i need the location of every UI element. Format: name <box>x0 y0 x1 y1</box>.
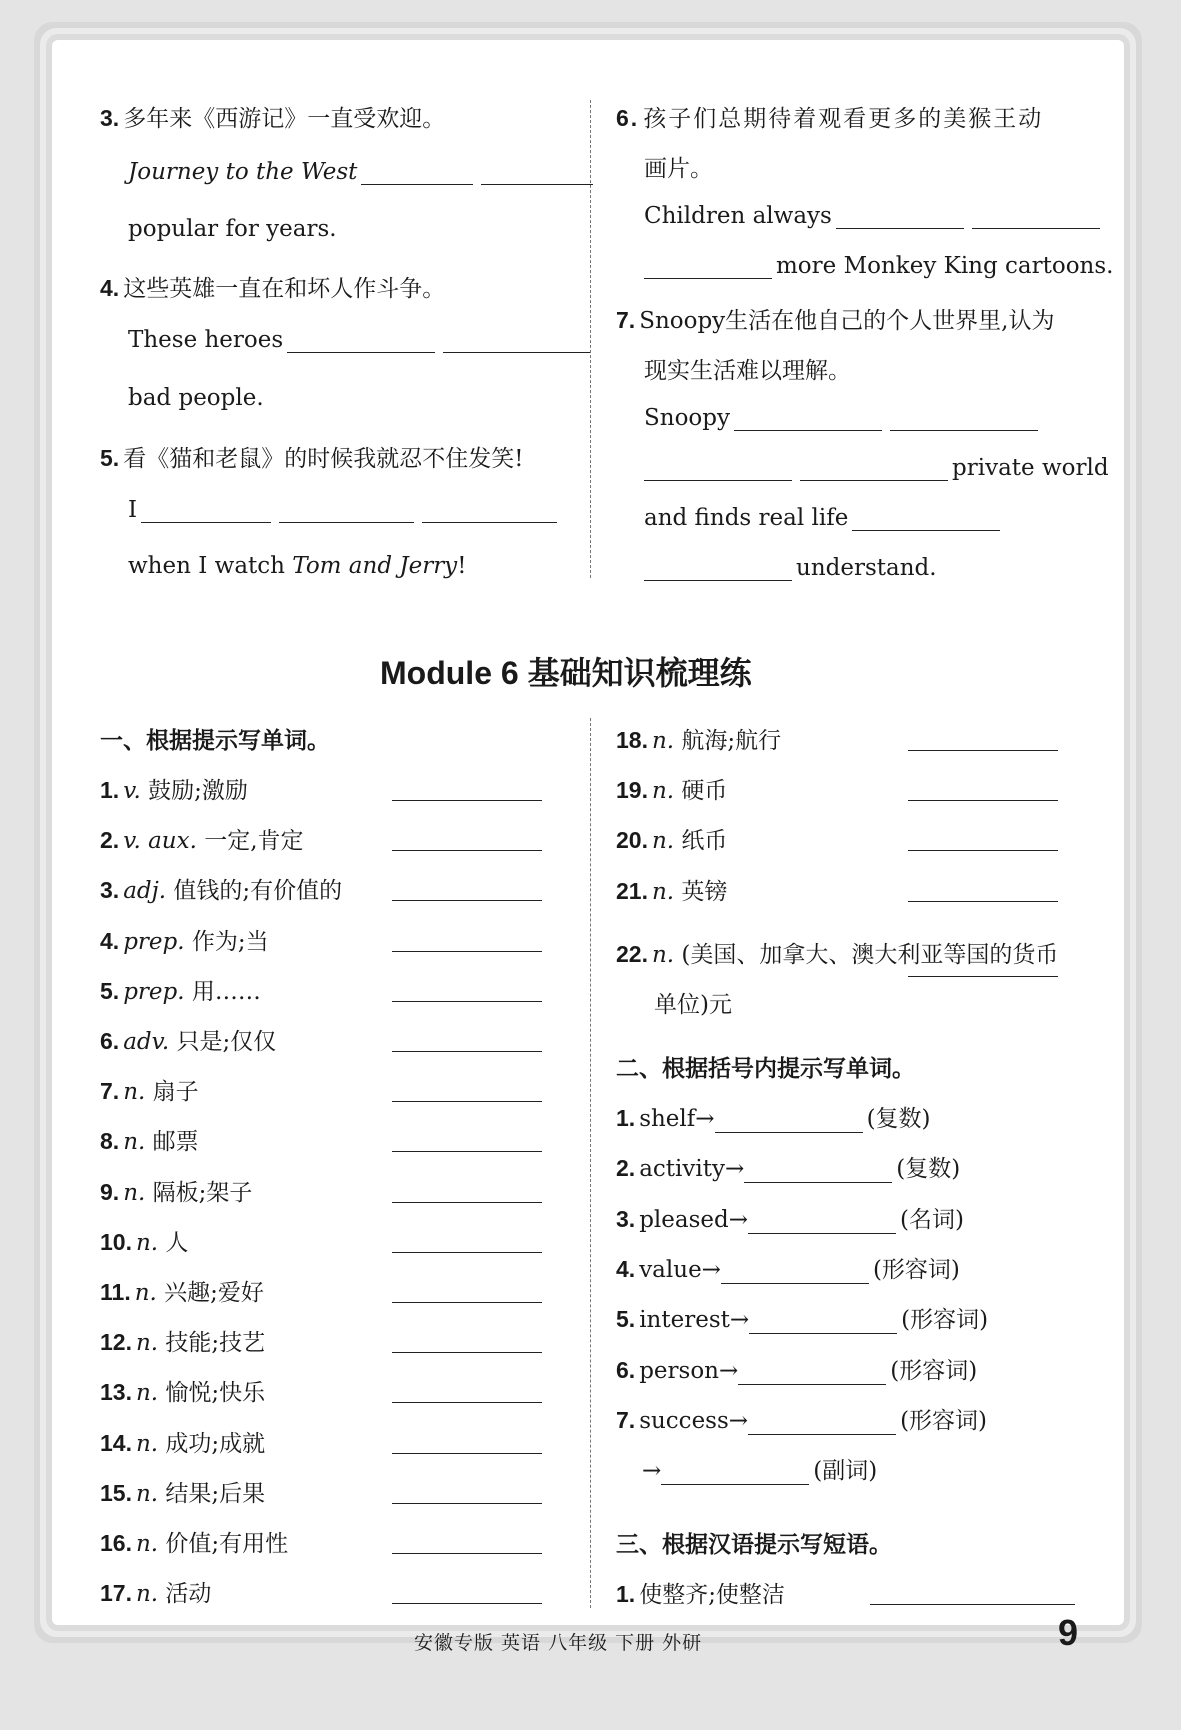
answer-blank[interactable] <box>392 850 542 851</box>
answer-blank[interactable] <box>800 454 948 481</box>
vocab-item-8: 8. n. 邮票 <box>100 1128 199 1156</box>
vocab-item-17: 17. n. 活动 <box>100 1580 212 1608</box>
answer-blank[interactable] <box>392 1151 542 1152</box>
answer-blank[interactable] <box>715 1106 863 1133</box>
vocab-item-16: 16. n. 价值;有用性 <box>100 1530 289 1557</box>
answer-blank[interactable] <box>852 504 1000 531</box>
section2-item-2: 2. activity→ (复数) <box>616 1155 961 1183</box>
vocab-item-14: 14. n. 成功;成就 <box>100 1429 266 1457</box>
q6-chinese-2: 画片。 <box>644 156 713 182</box>
q7-english: Snoopy <box>644 404 1042 431</box>
answer-blank[interactable] <box>392 1001 542 1002</box>
phrase-item-1: 1. 使整齐;使整洁 <box>616 1581 785 1608</box>
module-title: Module 6 基础知识梳理练 <box>380 655 752 691</box>
vocab-item-11: 11. n. 兴趣;爱好 <box>100 1279 264 1306</box>
answer-blank[interactable] <box>392 1302 542 1303</box>
vocab-item-2: 2. v. aux. 一定,肯定 <box>100 827 304 855</box>
vocab-item-18: 18. n. 航海;航行 <box>616 727 782 754</box>
vocab-item-13: 13. n. 愉悦;快乐 <box>100 1379 266 1407</box>
answer-blank[interactable] <box>392 1101 542 1102</box>
answer-blank[interactable] <box>748 1207 896 1234</box>
q3-english-tail: popular for years. <box>128 216 337 242</box>
section2-item-4: 4. value→ (形容词) <box>616 1255 960 1283</box>
section2-item-6: 6. person→ (形容词) <box>616 1356 978 1384</box>
answer-blank[interactable] <box>644 554 792 581</box>
vocab-item-5: 5. prep. 用…… <box>100 977 261 1005</box>
answer-blank[interactable] <box>392 1252 542 1253</box>
answer-blank[interactable] <box>644 454 792 481</box>
answer-blank[interactable] <box>392 1051 542 1052</box>
answer-blank[interactable] <box>908 850 1058 851</box>
q4-english-tail: bad people. <box>128 385 264 411</box>
answer-blank[interactable] <box>392 1503 542 1504</box>
answer-blank[interactable] <box>392 951 542 952</box>
vocab-item-19: 19. n. 硬币 <box>616 777 728 805</box>
vocab-item-21: 21. n. 英镑 <box>616 877 728 905</box>
answer-blank[interactable] <box>836 202 964 229</box>
answer-blank[interactable] <box>422 496 557 523</box>
answer-blank[interactable] <box>392 1553 542 1554</box>
answer-blank[interactable] <box>392 1603 542 1604</box>
answer-blank[interactable] <box>287 326 435 353</box>
q5-english: I <box>128 496 561 523</box>
answer-blank[interactable] <box>890 404 1038 431</box>
answer-blank[interactable] <box>738 1358 886 1385</box>
answer-blank[interactable] <box>748 1408 896 1435</box>
answer-blank[interactable] <box>361 158 473 185</box>
answer-blank[interactable] <box>392 1352 542 1353</box>
section2-heading: 二、根据括号内提示写单词。 <box>616 1055 915 1081</box>
q7-chinese: 7. Snoopy生活在他自己的个人世界里,认为 <box>616 307 1055 334</box>
footer-text: 安徽专版 英语 八年级 下册 外研 <box>414 1632 703 1654</box>
q5-chinese: 5. 看《猫和老鼠》的时候我就忍不住发笑! <box>100 445 524 472</box>
vocab-item-22-cont: 单位)元 <box>654 992 732 1018</box>
answer-blank[interactable] <box>279 496 414 523</box>
answer-blank[interactable] <box>734 404 882 431</box>
answer-blank[interactable] <box>721 1257 869 1284</box>
vocab-item-20: 20. n. 纸币 <box>616 827 728 855</box>
section1-heading: 一、根据提示写单词。 <box>100 727 330 753</box>
q7-english-mid2: and finds real life <box>644 504 1004 531</box>
q4-english: These heroes <box>128 326 595 353</box>
answer-blank[interactable] <box>908 800 1058 801</box>
column-divider <box>590 718 591 1608</box>
answer-blank[interactable] <box>481 158 593 185</box>
section2-item-7: 7. success→ (形容词) <box>616 1406 988 1434</box>
q3-chinese: 3. 多年来《西游记》一直受欢迎。 <box>100 105 446 132</box>
q7-english-mid: private world <box>644 454 1109 481</box>
page-number: 9 <box>1058 1612 1079 1653</box>
answer-blank[interactable] <box>443 326 591 353</box>
q6-english-tail: more Monkey King cartoons. <box>644 252 1113 279</box>
q4-chinese: 4. 这些英雄一直在和坏人作斗争。 <box>100 275 446 302</box>
answer-blank[interactable] <box>644 252 772 279</box>
q5-english-tail: when I watch Tom and Jerry! <box>128 553 467 579</box>
section2-item-1: 1. shelf→ (复数) <box>616 1105 931 1132</box>
q7-english-tail: understand. <box>644 554 937 581</box>
answer-blank[interactable] <box>392 900 542 901</box>
answer-blank[interactable] <box>908 901 1058 902</box>
q7-chinese-2: 现实生活难以理解。 <box>644 358 851 384</box>
vocab-item-4: 4. prep. 作为;当 <box>100 927 269 955</box>
q6-chinese: 6. 孩子们总期待着观看更多的美猴王动 <box>616 105 1044 132</box>
section2-item-7-adverb: → (副词) <box>642 1458 878 1484</box>
vocab-item-1: 1. v. 鼓励;激励 <box>100 777 248 804</box>
vocab-item-22: 22. n. (美国、加拿大、澳大利亚等国的货币 <box>616 941 1059 968</box>
vocab-item-15: 15. n. 结果;后果 <box>100 1479 266 1507</box>
section3-heading: 三、根据汉语提示写短语。 <box>616 1531 892 1557</box>
answer-blank[interactable] <box>972 202 1100 229</box>
answer-blank[interactable] <box>749 1307 897 1334</box>
answer-blank[interactable] <box>870 1604 1075 1605</box>
q6-english: Children always <box>644 202 1104 229</box>
answer-blank[interactable] <box>744 1156 892 1183</box>
section2-item-5: 5. interest→ (形容词) <box>616 1306 989 1334</box>
section2-item-3: 3. pleased→ (名词) <box>616 1205 964 1233</box>
vocab-item-12: 12. n. 技能;技艺 <box>100 1329 266 1357</box>
answer-blank[interactable] <box>661 1458 809 1485</box>
q3-english: Journey to the West <box>128 158 597 185</box>
vocab-item-10: 10. n. 人 <box>100 1228 189 1256</box>
answer-blank[interactable] <box>908 750 1058 751</box>
vocab-item-3: 3. adj. 值钱的;有价值的 <box>100 877 343 905</box>
vocab-item-6: 6. adv. 只是;仅仅 <box>100 1028 277 1055</box>
answer-blank[interactable] <box>141 496 271 523</box>
vocab-item-9: 9. n. 隔板;架子 <box>100 1178 253 1206</box>
answer-blank[interactable] <box>392 1202 542 1203</box>
vocab-item-7: 7. n. 扇子 <box>100 1078 199 1106</box>
column-divider <box>590 100 591 578</box>
answer-blank[interactable] <box>908 976 1058 977</box>
answer-blank[interactable] <box>392 1402 542 1403</box>
answer-blank[interactable] <box>392 1453 542 1454</box>
answer-blank[interactable] <box>392 800 542 801</box>
